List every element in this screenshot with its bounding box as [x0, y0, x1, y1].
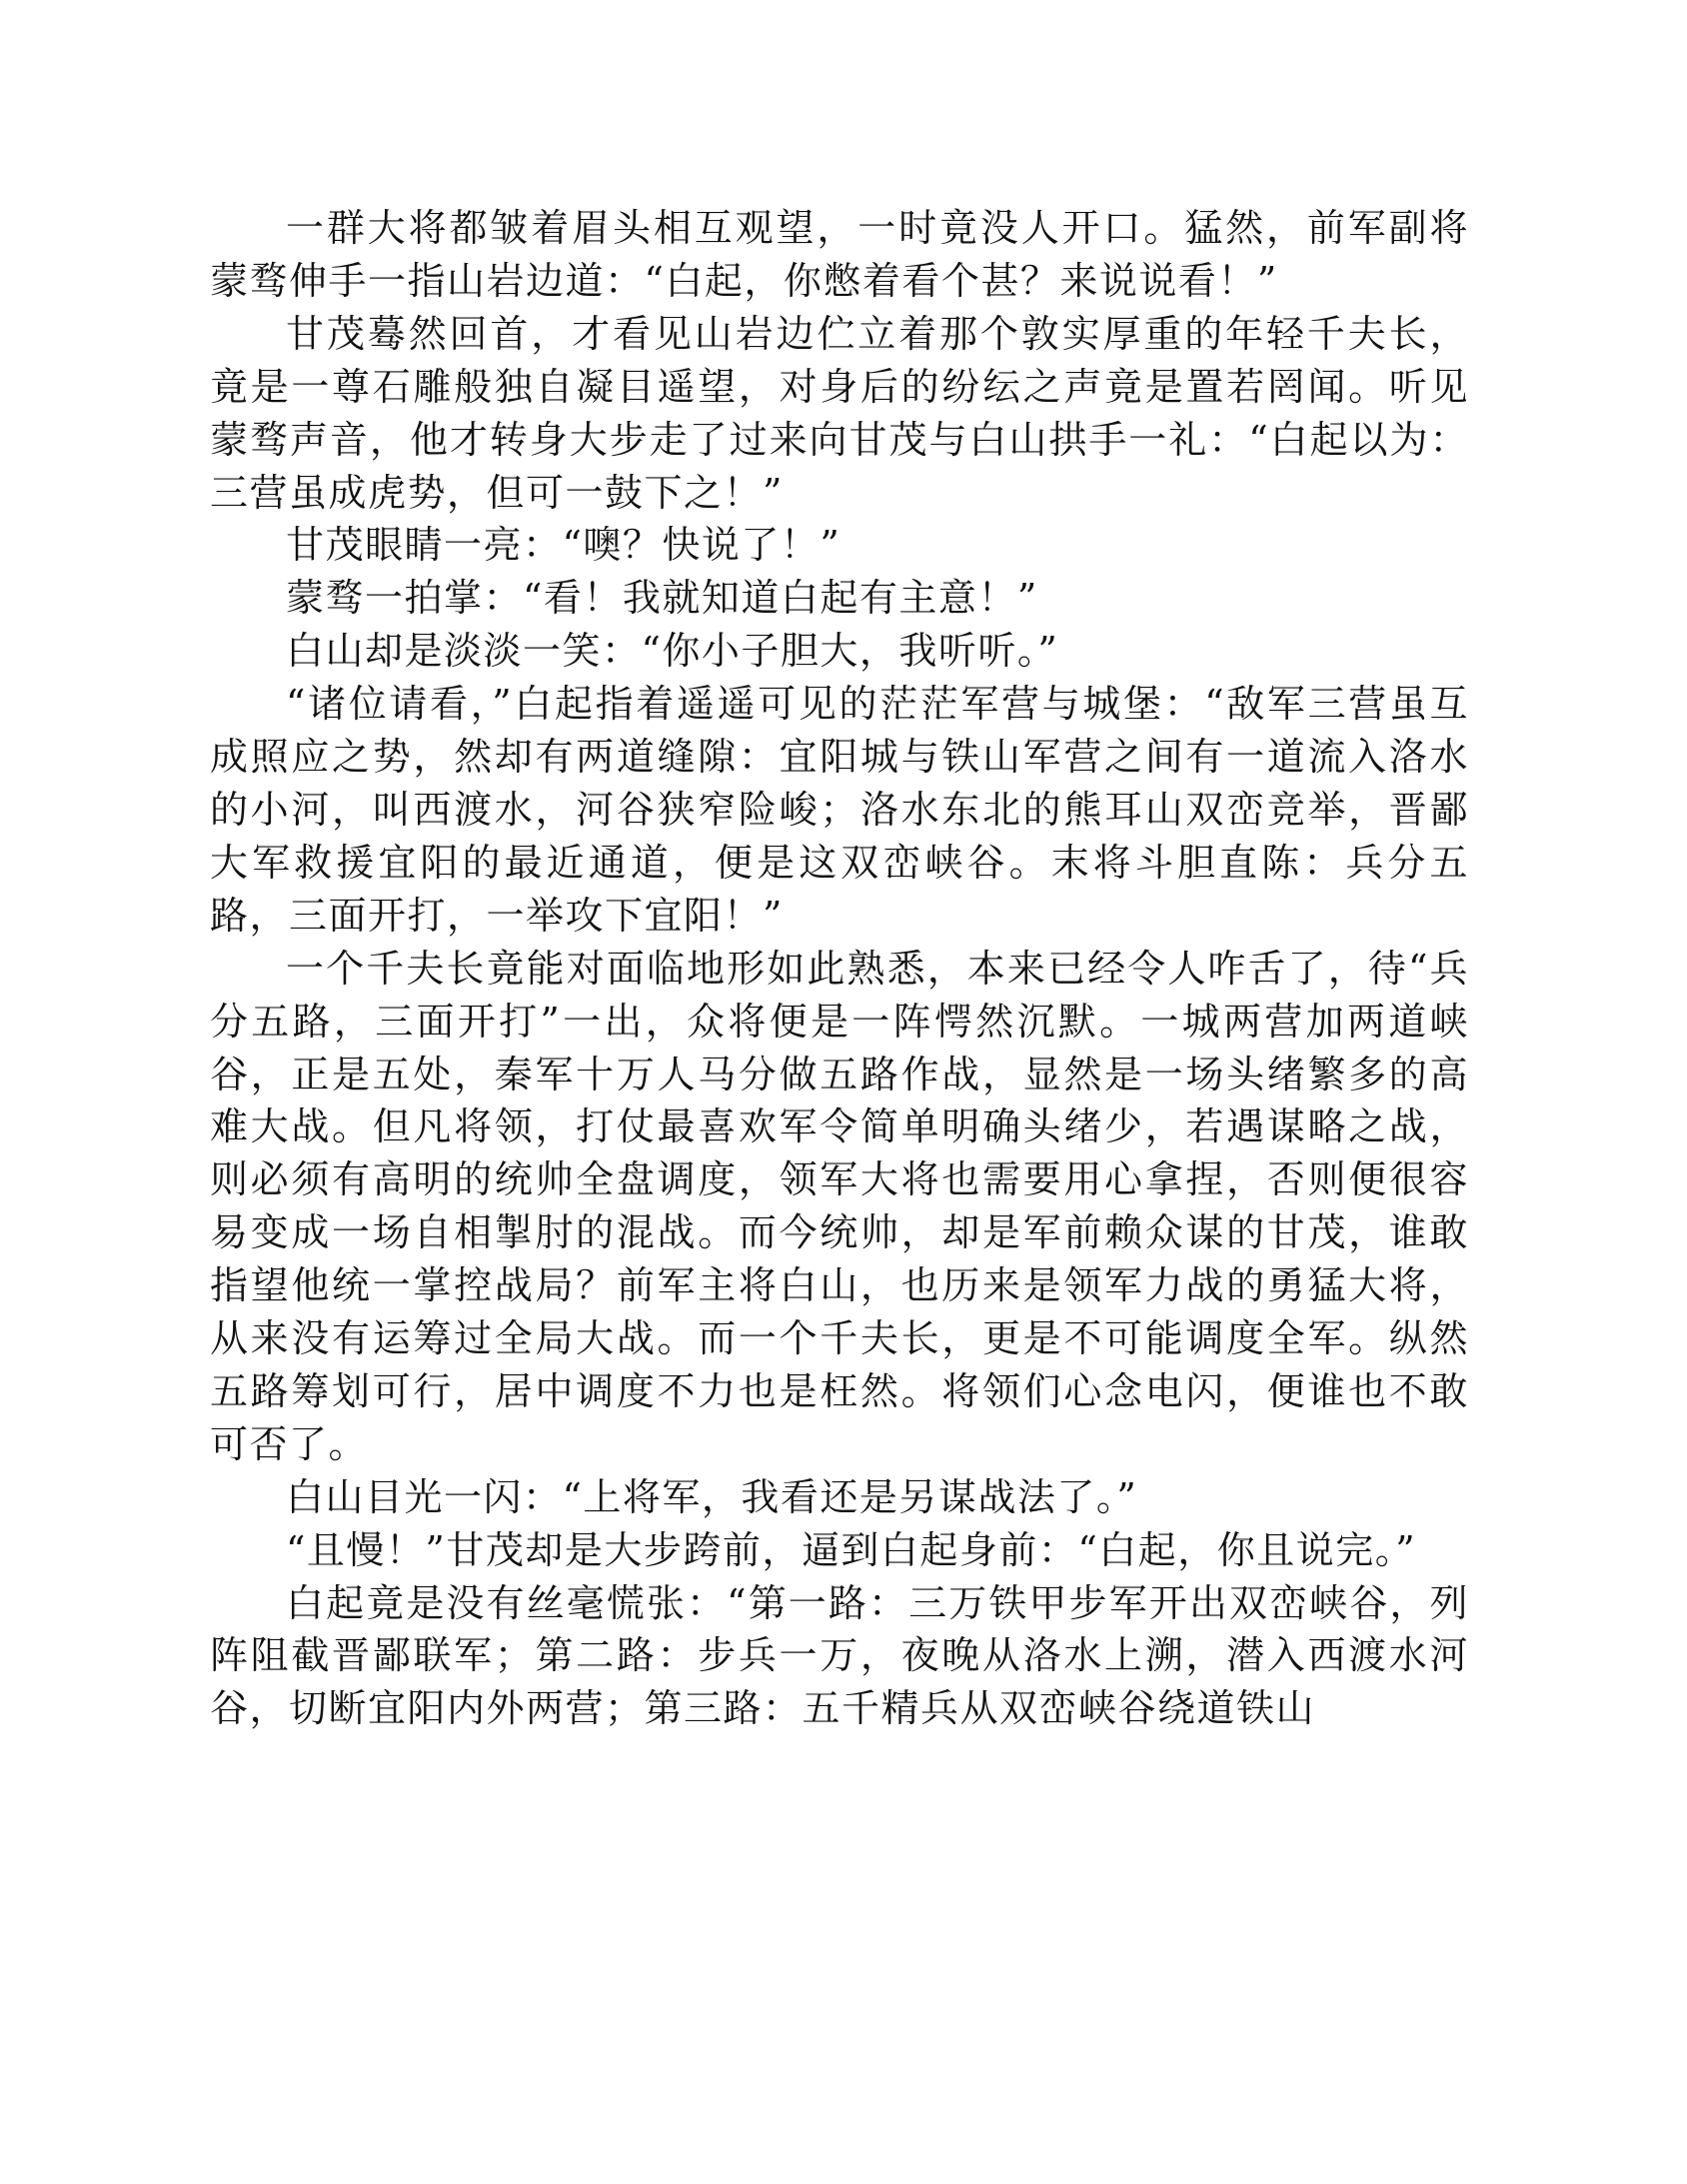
document-body [210, 202, 1469, 1735]
paragraph: 白山目光一闪：“上将军，我看还是另谋战法了。” [286, 1474, 1138, 1519]
paragraph: “诸位请看，”白起指着遥遥可见的茫茫军营与城堡：“敌军三营虽互成照应之势，然却有两道缝隙：宜阳城与铁山军营之间有一道流入洛水的小河，叫西渡水，河谷狭窄险峻；洛水东北的熊耳山双峦竞举，晋鄙大军救援宜阳的最近通道，便是这双峦峡谷。末将斗胆直陈：兵分五路，三面开打，一举攻下宜阳！” [210, 682, 1469, 938]
paragraph: 一个千夫长竟能对面临地形如此熟悉，本来已经令人咋舌了，待“兵分五路，三面开打”一出，众将便是一阵愕然沉默。一城两营加两道峡谷，正是五处，秦军十万人马分做五路作战，显然是一场头绪繁多的高难大战。但凡将领，打仗最喜欢军令简单明确头绪少，若遇谋略之战，则必须有高明的统帅全盘调度，领军大将也需要用心拿捏，否则便很容易变成一场自相掣肘的混战。而今统帅，却是军前赖众谋的甘茂，谁敢指望他统一掌控战局？前军主将白山，也历来是领军力战的勇猛大将，从来没有运筹过全局大战。而一个千夫长，更是不可能调度全军。纵然五路筹划可行，居中调度不力也是枉然。将领们心念电闪，便谁也不敢可否了。 [210, 946, 1469, 1466]
paragraph: “且慢！”甘茂却是大步跨前，逼到白起身前：“白起，你且说完。” [286, 1527, 1417, 1572]
paragraph: 白山却是淡淡一笑：“你小子胆大，我听听。” [286, 629, 1059, 674]
paragraph: 一群大将都皱着眉头相互观望，一时竟没人开口。猛然，前军副将蒙骛伸手一指山岩边道：“白起，你憋着看个甚？来说说看！” [210, 206, 1469, 303]
paragraph: 甘茂蓦然回首，才看见山岩边伫立着那个敦实厚重的年轻千夫长，竟是一尊石雕般独自凝目遥望，对身后的纷纭之声竟是置若罔闻。听见蒙骛声音，他才转身大步走了过来向甘茂与白山拱手一礼：“白起以为：三营虽成虎势，但可一鼓下之！” [210, 311, 1469, 515]
paragraph: 蒙骛一拍掌：“看！我就知道白起有主意！” [286, 576, 1038, 621]
paragraph: 白起竟是没有丝毫慌张：“第一路：三万铁甲步军开出双峦峡谷，列阵阻截晋鄙联军；第二路：步兵一万，夜晚从洛水上溯，潜入西渡水河谷，切断宜阳内外两营；第三路：五千精兵从双峦峡谷绕道铁山 [210, 1580, 1469, 1731]
paragraph: 甘茂眼睛一亮：“噢？快说了！” [286, 523, 842, 568]
